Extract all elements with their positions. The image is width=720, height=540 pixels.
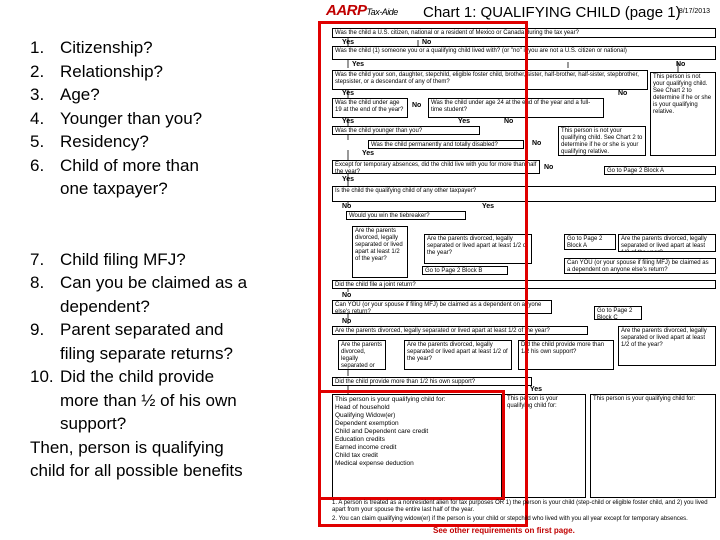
no-label: No bbox=[532, 140, 542, 147]
no-label: No bbox=[676, 61, 686, 68]
no-label: No bbox=[504, 118, 514, 125]
qualifying-child-checklist bbox=[30, 36, 315, 483]
footnote-2: 2. You can claim qualifying widow(er) if the person is your child or stepchild who lived with you all year except for temporary absences. bbox=[332, 516, 688, 522]
list-item-continuation: one taxpayer? bbox=[60, 179, 168, 198]
lived-with-question: Was the child (1) someone you or a qualifying child lived with? (or "no" if you are not a U.S. citizen or national) bbox=[332, 46, 716, 60]
no-label: No bbox=[342, 318, 352, 325]
list-item: 7. Child filing MFJ? bbox=[30, 249, 186, 269]
own-support-question: Did the child provide more than 1/2 his own support? bbox=[332, 377, 532, 386]
someone-else-question: Are the parents divorced, legally separated or lived apart at least 1/2 of the year? bbox=[352, 226, 408, 278]
noncustodial-release-question: Are the parents divorced, legally separated or lived apart at least 1/2 of the year? bbox=[618, 326, 716, 366]
parents-separate-returns-question: Are the parents divorced, legally separated or bbox=[338, 340, 386, 370]
relationship-question: Was the child your son, daughter, stepchild, eligible foster child, brother, sister, half-brother, half-sister, stepbrother, stepsister, or a descendant of any of them? bbox=[332, 70, 648, 90]
younger-question: Was the child younger than you? bbox=[332, 126, 480, 135]
goto-page2-block-c: Go to Page 2 Block C bbox=[594, 306, 642, 320]
residency-question: Except for temporary absences, did the child live with you for more than half the year? bbox=[332, 160, 540, 174]
list-item: 5. Residency? bbox=[30, 132, 149, 151]
aarp-logo: AARPTax-Aide bbox=[326, 2, 398, 19]
custodial-parent-question: Are the parents divorced, legally separated or lived apart at least bbox=[618, 234, 716, 252]
yes-label: Yes bbox=[342, 118, 355, 125]
qualifying-child-flowchart bbox=[318, 0, 720, 540]
no-label: No bbox=[422, 39, 432, 46]
two-parents-support-question: Did the child provide more than 1/2 his own support? bbox=[518, 340, 614, 370]
list-item-continuation: more than ½ of his own bbox=[60, 390, 237, 410]
list-item: 9. Parent separated and bbox=[30, 320, 224, 339]
not-qualifying-box: This person is not your qualifying child. See Chart 2 to determine if he or she is your qualifying relative. bbox=[650, 72, 716, 156]
qualifying-child-benefits-partial: This person is your qualifying child for: bbox=[590, 394, 716, 498]
list-item: 6. Child of more than bbox=[30, 155, 199, 175]
list-item-continuation: filing separate returns? bbox=[60, 343, 233, 363]
yes-label: Yes bbox=[342, 90, 355, 97]
age-24-student-question: Was the child under age 24 at the end of the year and a full-time student? bbox=[428, 98, 604, 118]
qualifying-child-of-other-question: Is the child the qualifying child of any other taxpayer? bbox=[332, 186, 716, 202]
claimed-as-dependent-question: Can YOU (or your spouse if filing MFJ) be claimed as a dependent on anyone else's return? bbox=[332, 300, 552, 314]
conclusion-line: Then, person is qualifying bbox=[30, 437, 224, 457]
joint-return-question: Did the child file a joint return? bbox=[332, 280, 716, 289]
parents-separated-question: Are the parents divorced, legally separated or lived apart at least 1/2 of the year? bbox=[332, 326, 588, 335]
yes-label: Yes bbox=[342, 176, 355, 183]
list-item: 10. Did the child provide bbox=[30, 367, 215, 386]
goto-page2-block-a-2: Go to Page 2 Block A bbox=[564, 234, 616, 250]
not-qualifying-see-chart-2: This person is not your qualifying child. See Chart 2 to determine if he or she is your qualifying relative. bbox=[558, 126, 646, 156]
tiebreaker-question: Would you win the tiebreaker? bbox=[346, 211, 466, 220]
footnote-1: 1. A person is treated as a nonresident alien for tax purposes OR 1) the person is your child (step-child or eligible foster child, and 2) you lived apart from your spouse the entire last half of the year. bbox=[332, 500, 708, 513]
age-19-question: Was the child under age 19 at the end of the year? bbox=[332, 98, 408, 118]
disabled-question: Was the child permanently and totally disabled? bbox=[368, 140, 524, 149]
agi-question: Can YOU (or your spouse if filing MFJ) be claimed as a dependent on anyone else's return? bbox=[564, 258, 716, 274]
yes-label: Yes bbox=[530, 386, 543, 393]
list-item: 3. Age? bbox=[30, 85, 100, 104]
list-item: 2. Relationship? bbox=[30, 61, 164, 81]
list-item: 1. Citizenship? bbox=[30, 38, 153, 57]
spacer bbox=[30, 201, 315, 248]
list-item-continuation: dependent? bbox=[60, 296, 150, 316]
no-label: No bbox=[342, 292, 352, 299]
list-item: 8. Can you be claimed as a bbox=[30, 273, 248, 292]
list-item: 4. Younger than you? bbox=[30, 108, 203, 128]
no-label: No bbox=[618, 90, 628, 97]
no-label: No bbox=[412, 102, 422, 109]
goto-page2-block-b: Go to Page 2 Block B bbox=[422, 266, 508, 275]
list-item-continuation: support? bbox=[60, 414, 127, 433]
noncustodial-parent-question: Are the parents divorced, legally separated or lived apart at least 1/2 of the year? bbox=[424, 234, 532, 264]
no-label: No bbox=[544, 164, 554, 171]
yes-label: Yes bbox=[362, 150, 375, 157]
citizenship-question: Was the child a U.S. citizen, national or a resident of Mexico or Canada during the tax year? bbox=[332, 28, 716, 38]
chart-title: Chart 1: QUALIFYING CHILD (page 1) bbox=[423, 4, 681, 21]
conclusion-line: child for all possible benefits bbox=[30, 461, 243, 480]
qualifying-child-benefits-box: This person is your qualifying child for: Head of household Qualifying Widow(er) Dependent exemption Child and Dependent care credit Education credits Earned income credit Child tax credit Medical expense deduction bbox=[332, 394, 502, 498]
child-custody-question: Are the parents divorced, legally separated or lived apart at least 1/2 of the year? bbox=[404, 340, 512, 370]
yes-label: Yes bbox=[352, 61, 365, 68]
chart-date: 8/17/2013 bbox=[678, 8, 710, 15]
yes-label: Yes bbox=[458, 118, 471, 125]
no-label: No bbox=[342, 203, 352, 210]
yes-label: Yes bbox=[482, 203, 495, 210]
yes-label: Yes bbox=[342, 39, 355, 46]
see-other-requirements: See other requirements on first page. bbox=[433, 526, 575, 535]
highlight-red-rectangle-bottom bbox=[318, 390, 505, 500]
goto-page2-block-a: Go to Page 2 Block A bbox=[604, 166, 716, 175]
qualifying-child-benefits-limited: This person is your qualifying child for: bbox=[504, 394, 586, 498]
